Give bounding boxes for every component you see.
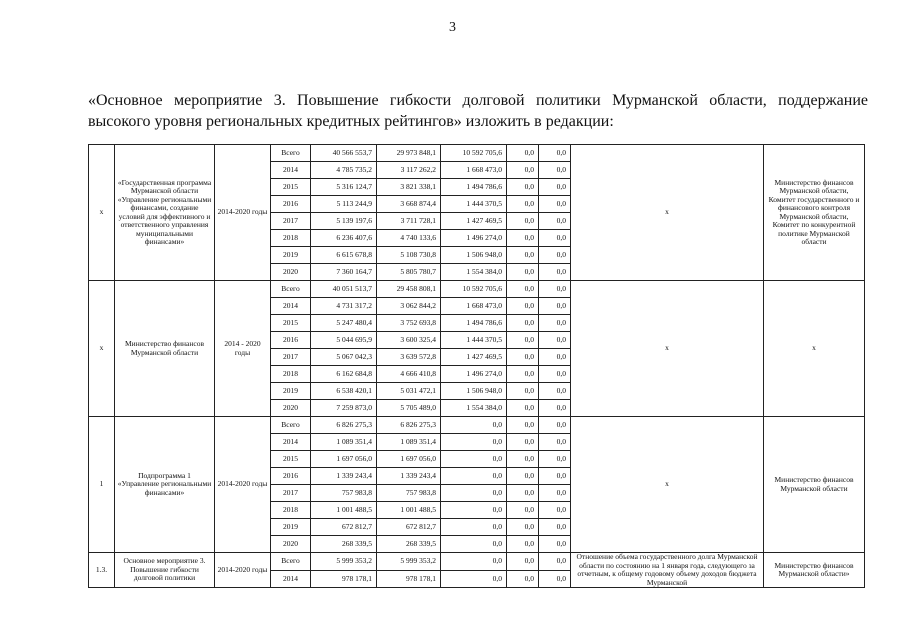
amount-cell: 0,0 (507, 434, 539, 451)
amount-cell: 5 108 730,8 (377, 247, 441, 264)
amount-cell: 0,0 (507, 553, 539, 571)
year-cell: 2020 (271, 536, 311, 553)
year-cell: 2017 (271, 213, 311, 230)
year-cell: 2018 (271, 366, 311, 383)
year-cell: 2020 (271, 400, 311, 417)
amount-cell: 0,0 (507, 570, 539, 588)
amount-cell: 268 339,5 (311, 536, 377, 553)
amount-cell: 3 711 728,1 (377, 213, 441, 230)
amount-cell: 0,0 (539, 349, 571, 366)
year-cell: 2020 (271, 264, 311, 281)
year-cell: 2014 (271, 162, 311, 179)
amount-cell: 978 178,1 (377, 570, 441, 588)
amount-cell: 0,0 (539, 281, 571, 298)
year-cell: Всего (271, 417, 311, 434)
amount-cell: 1 506 948,0 (441, 383, 507, 400)
amount-cell: 1 089 351,4 (377, 434, 441, 451)
amount-cell: 5 067 042,3 (311, 349, 377, 366)
amount-cell: 268 339,5 (377, 536, 441, 553)
table-row (89, 145, 865, 162)
amount-cell: 0,0 (507, 213, 539, 230)
amount-cell: 5 139 197,6 (311, 213, 377, 230)
year-cell: Всего (271, 281, 311, 298)
amount-cell: 0,0 (441, 519, 507, 536)
indicator-cell: Отношение объема государственного долга Мурманской области по состоянию на 1 января года, следующего за отчетным, к общему годовому объему доходов бюджета Мурманской (571, 553, 764, 588)
amount-cell: 1 668 473,0 (441, 298, 507, 315)
row-number-cell: х (89, 281, 115, 417)
table-row (89, 417, 865, 434)
amount-cell: 0,0 (539, 451, 571, 468)
amount-cell: 10 592 705,6 (441, 145, 507, 162)
amount-cell: 0,0 (539, 298, 571, 315)
amount-cell: 1 668 473,0 (441, 162, 507, 179)
amount-cell: 0,0 (539, 196, 571, 213)
amount-cell: 0,0 (507, 332, 539, 349)
amount-cell: 6 162 684,8 (311, 366, 377, 383)
amount-cell: 6 826 275,3 (311, 417, 377, 434)
amount-cell: 0,0 (539, 332, 571, 349)
amount-cell: 29 973 848,1 (377, 145, 441, 162)
amount-cell: 0,0 (539, 400, 571, 417)
indicator-cell: х (571, 417, 764, 553)
amount-cell: 0,0 (441, 468, 507, 485)
program-name-cell: «Государственная программа Мурманской области «Управление региональными финансами, создание условий для эффективного и ответственного управления муниципальными финансами» (115, 145, 215, 281)
amount-cell: 757 983,8 (377, 485, 441, 502)
amount-cell: 0,0 (441, 417, 507, 434)
amount-cell: 0,0 (507, 400, 539, 417)
amount-cell: 1 554 384,0 (441, 400, 507, 417)
year-cell: 2018 (271, 230, 311, 247)
amount-cell: 0,0 (507, 196, 539, 213)
amount-cell: 3 752 693,8 (377, 315, 441, 332)
amount-cell: 0,0 (539, 213, 571, 230)
program-name-cell: Подпрограмма 1 «Управление региональными финансами» (115, 417, 215, 553)
funding-table (88, 144, 865, 588)
amount-cell: 757 983,8 (311, 485, 377, 502)
amount-cell: 4 785 735,2 (311, 162, 377, 179)
amount-cell: 6 826 275,3 (377, 417, 441, 434)
amount-cell: 5 805 780,7 (377, 264, 441, 281)
amount-cell: 4 731 317,2 (311, 298, 377, 315)
year-cell: 2015 (271, 315, 311, 332)
year-cell: 2016 (271, 196, 311, 213)
amount-cell: 0,0 (539, 145, 571, 162)
amount-cell: 0,0 (539, 162, 571, 179)
amount-cell: 5 247 480,4 (311, 315, 377, 332)
amount-cell: 3 600 325,4 (377, 332, 441, 349)
amount-cell: 0,0 (441, 502, 507, 519)
amount-cell: 0,0 (539, 179, 571, 196)
year-cell: 2015 (271, 451, 311, 468)
year-cell: 2019 (271, 519, 311, 536)
amount-cell: 5 113 244,9 (311, 196, 377, 213)
amount-cell: 0,0 (507, 298, 539, 315)
amount-cell: 0,0 (507, 315, 539, 332)
executor-cell: Министерство финансов Мурманской области» (764, 553, 865, 588)
amount-cell: 3 639 572,8 (377, 349, 441, 366)
amount-cell: 0,0 (539, 434, 571, 451)
amount-cell: 1 496 274,0 (441, 230, 507, 247)
amount-cell: 0,0 (507, 366, 539, 383)
amount-cell: 672 812,7 (311, 519, 377, 536)
year-cell: 2014 (271, 434, 311, 451)
amount-cell: 0,0 (539, 570, 571, 588)
amount-cell: 6 538 420,1 (311, 383, 377, 400)
row-number-cell: 1.3. (89, 553, 115, 588)
amount-cell: 0,0 (507, 502, 539, 519)
year-cell: 2014 (271, 570, 311, 588)
amount-cell: 0,0 (441, 451, 507, 468)
year-cell: 2014 (271, 298, 311, 315)
amount-cell: 1 697 056,0 (377, 451, 441, 468)
amount-cell: 0,0 (507, 247, 539, 264)
amount-cell: 0,0 (539, 536, 571, 553)
period-cell: 2014-2020 годы (215, 145, 271, 281)
amount-cell: 4 740 133,6 (377, 230, 441, 247)
amount-cell: 0,0 (539, 485, 571, 502)
amount-cell: 1 089 351,4 (311, 434, 377, 451)
amount-cell: 0,0 (539, 247, 571, 264)
amount-cell: 1 494 786,6 (441, 315, 507, 332)
program-name-cell: Основное мероприятие 3. Повышение гибкости долговой политики (115, 553, 215, 588)
amount-cell: 6 615 678,8 (311, 247, 377, 264)
amount-cell: 1 339 243,4 (311, 468, 377, 485)
year-cell: 2018 (271, 502, 311, 519)
executor-cell: х (764, 281, 865, 417)
period-cell: 2014-2020 годы (215, 553, 271, 588)
amount-cell: 978 178,1 (311, 570, 377, 588)
funding-table-body (89, 145, 865, 588)
amount-cell: 0,0 (507, 468, 539, 485)
amount-cell: 1 001 488,5 (377, 502, 441, 519)
amount-cell: 5 999 353,2 (311, 553, 377, 571)
amount-cell: 0,0 (539, 315, 571, 332)
amount-cell: 7 259 873,0 (311, 400, 377, 417)
table-row (89, 281, 865, 298)
amount-cell: 0,0 (539, 264, 571, 281)
amount-cell: 0,0 (441, 485, 507, 502)
executor-cell: Министерство финансов Мурманской области (764, 417, 865, 553)
program-name-cell: Министерство финансов Мурманской области (115, 281, 215, 417)
amount-cell: 7 360 164,7 (311, 264, 377, 281)
amount-cell: 0,0 (539, 417, 571, 434)
year-cell: 2019 (271, 383, 311, 400)
amount-cell: 5 044 695,9 (311, 332, 377, 349)
amount-cell: 29 458 808,1 (377, 281, 441, 298)
amount-cell: 5 316 124,7 (311, 179, 377, 196)
period-cell: 2014 - 2020 годы (215, 281, 271, 417)
amount-cell: 1 506 948,0 (441, 247, 507, 264)
year-cell: 2017 (271, 349, 311, 366)
period-cell: 2014-2020 годы (215, 417, 271, 553)
amount-cell: 0,0 (507, 264, 539, 281)
amount-cell: 0,0 (507, 536, 539, 553)
amount-cell: 0,0 (441, 570, 507, 588)
amount-cell: 40 051 513,7 (311, 281, 377, 298)
amount-cell: 1 444 370,5 (441, 196, 507, 213)
year-cell: 2016 (271, 468, 311, 485)
amount-cell: 1 427 469,5 (441, 213, 507, 230)
year-cell: 2019 (271, 247, 311, 264)
amount-cell: 0,0 (539, 519, 571, 536)
amount-cell: 0,0 (441, 434, 507, 451)
amount-cell: 1 001 488,5 (311, 502, 377, 519)
amount-cell: 0,0 (507, 281, 539, 298)
amount-cell: 6 236 407,6 (311, 230, 377, 247)
year-cell: 2017 (271, 485, 311, 502)
amount-cell: 0,0 (507, 485, 539, 502)
year-cell: Всего (271, 553, 311, 571)
year-cell: Всего (271, 145, 311, 162)
amount-cell: 3 668 874,4 (377, 196, 441, 213)
amount-cell: 1 496 274,0 (441, 366, 507, 383)
year-cell: 2016 (271, 332, 311, 349)
amount-cell: 0,0 (507, 417, 539, 434)
amount-cell: 1 444 370,5 (441, 332, 507, 349)
amount-cell: 0,0 (441, 536, 507, 553)
amount-cell: 3 062 844,2 (377, 298, 441, 315)
executor-cell: Министерство финансов Мурманской области, Комитет государственного и финансового контроля Мурманской области, Комитет по конкурентной политике Мурманской области (764, 145, 865, 281)
amount-cell: 40 566 553,7 (311, 145, 377, 162)
year-cell: 2015 (271, 179, 311, 196)
amount-cell: 5 705 489,0 (377, 400, 441, 417)
amount-cell: 0,0 (507, 519, 539, 536)
amount-cell: 1 427 469,5 (441, 349, 507, 366)
amount-cell: 3 821 338,1 (377, 179, 441, 196)
row-number-cell: х (89, 145, 115, 281)
amount-cell: 0,0 (507, 383, 539, 400)
amount-cell: 0,0 (539, 230, 571, 247)
amount-cell: 0,0 (539, 502, 571, 519)
amount-cell: 1 697 056,0 (311, 451, 377, 468)
amount-cell: 0,0 (539, 553, 571, 571)
amount-cell: 5 999 353,2 (377, 553, 441, 571)
amount-cell: 4 666 410,8 (377, 366, 441, 383)
amount-cell: 1 554 384,0 (441, 264, 507, 281)
amount-cell: 1 494 786,6 (441, 179, 507, 196)
amount-cell: 0,0 (507, 145, 539, 162)
amount-cell: 0,0 (507, 349, 539, 366)
amount-cell: 10 592 705,6 (441, 281, 507, 298)
section-heading: «Основное мероприятие 3. Повышение гибкости долговой политики Мурманской области, поддержание высокого уровня региональных кредитных рейтингов» изложить в редакции: (88, 92, 868, 130)
amount-cell: 0,0 (539, 383, 571, 400)
indicator-cell: х (571, 145, 764, 281)
amount-cell: 0,0 (539, 468, 571, 485)
amount-cell: 0,0 (507, 451, 539, 468)
amount-cell: 672 812,7 (377, 519, 441, 536)
amount-cell: 3 117 262,2 (377, 162, 441, 179)
amount-cell: 0,0 (507, 162, 539, 179)
amount-cell: 0,0 (507, 230, 539, 247)
amount-cell: 0,0 (507, 179, 539, 196)
table-row (89, 553, 865, 571)
amount-cell: 1 339 243,4 (377, 468, 441, 485)
page-number: 3 (449, 20, 456, 35)
amount-cell: 0,0 (441, 553, 507, 571)
amount-cell: 5 031 472,1 (377, 383, 441, 400)
amount-cell: 0,0 (539, 366, 571, 383)
row-number-cell: 1 (89, 417, 115, 553)
indicator-cell: х (571, 281, 764, 417)
